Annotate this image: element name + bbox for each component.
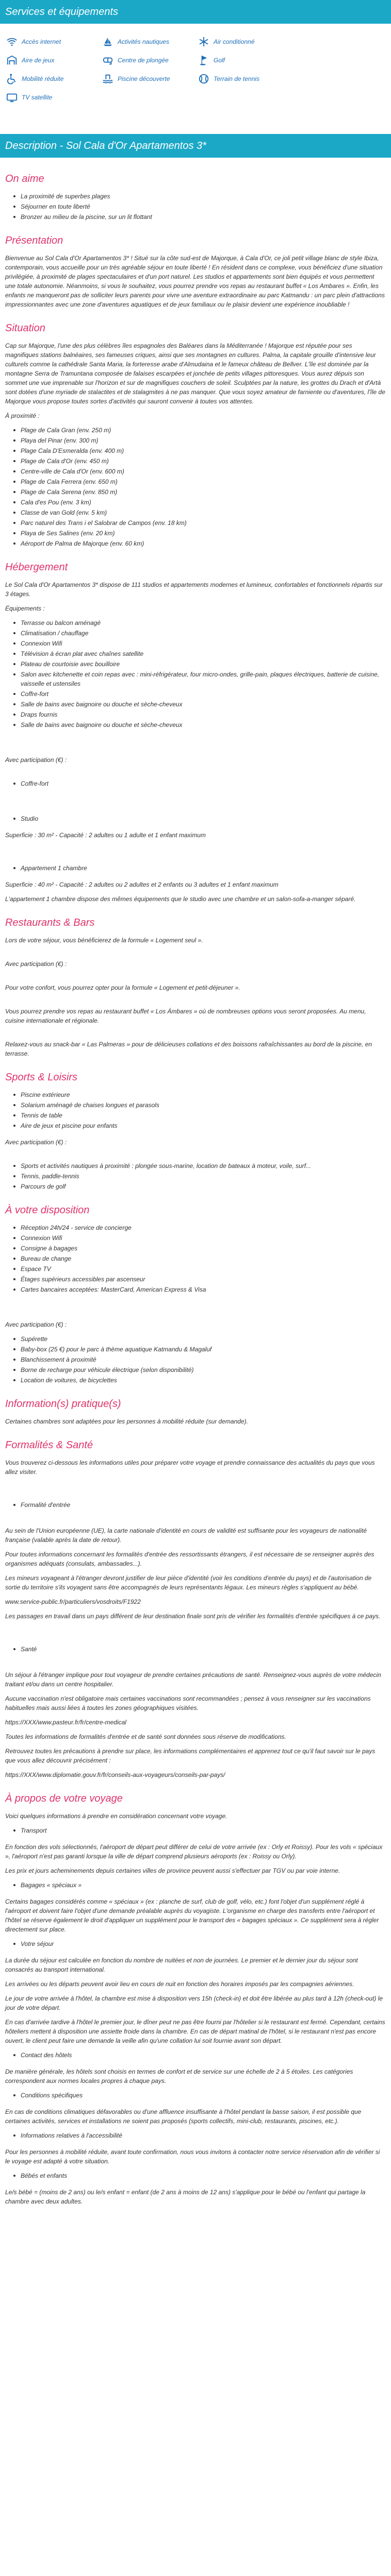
spacer xyxy=(5,1661,386,1670)
situation-title: Situation xyxy=(5,323,45,334)
list-item: Plage Cala D'Esmeralda (env. 400 m) xyxy=(5,446,386,455)
formalites-p3: Pour toutes informations concernant les formalités d'entrée des ressortissants étrangers, il est nécessaire de se renseigner auprès des organismes adéquats (consulats, ambassades...). xyxy=(5,1551,374,1567)
list-item: Salle de bains avec baignoire ou douche et sèche-cheveux xyxy=(5,720,386,730)
propos-p9: De manière générale, les hôtels sont choisis en termes de confort et de service sur une échelle de 2 à 5 étoiles. Les catégories correspondent aux normes locales propres à chaque pays. xyxy=(5,2068,353,2084)
list-item: Santé xyxy=(5,1645,386,1654)
propos-p4: Certains bagages considérés comme « spéciaux » (ex : planche de surf, club de golf, vélo, etc.) font l'objet d'un supplément réglé à l'aéroport et doivent faire l'objet d'une demande préalable auprès du voyagiste. L'organisme en charge des transferts entre l'aéroport et l'hôtel se réserve également le droit d'appliquer un supplément pour le transport des « bagages spéciaux ». Ce supplément sera à régler directement sur place. xyxy=(5,1898,379,1933)
list-item: Aéroport de Palma de Majorque (env. 60 km) xyxy=(5,539,386,548)
formalites-sante-list xyxy=(5,1645,386,1654)
spacer xyxy=(5,950,386,959)
amenity-mobility xyxy=(6,73,97,84)
list-item: Solarium aménagé de chaises longues et parasols xyxy=(5,1100,386,1110)
list-item: Plage de Cala d'Or (env. 450 m) xyxy=(5,456,386,466)
propos-p10: En cas de conditions climatiques défavorables ou d'une affluence insuffisante à l'hôtel pendant la basse saison, il est possible que certaines activités, services et installations ne soient pas proposés (sports collectifs, mini-club, restaurants, piscines, etc.). xyxy=(5,2108,362,2125)
appartement-text: Superficie : 40 m² - Capacité : 2 adultes ou 2 adultes et 2 enfants ou 3 adultes et 1 enfant maximum xyxy=(5,881,279,888)
hebergement-text: Le Sol Cala d'Or Apartamentos 3* dispose de 111 studios et appartements modernes et lumineux, confortables et fonctionnels répartis sur 3 étages. xyxy=(5,581,383,598)
amenity-playground xyxy=(6,55,97,66)
restaurants-title: Restaurants & Bars xyxy=(5,917,95,928)
spacer xyxy=(5,737,386,755)
list-item: Centre-ville de Cala d'Or (env. 600 m) xyxy=(5,467,386,476)
list-item: Cala d'es Pou (env. 3 km) xyxy=(5,498,386,507)
spacer xyxy=(5,795,386,814)
list-item: Bronzer au milieu de la piscine, sur un lit flottant xyxy=(5,212,386,222)
appartement-title: Appartement 1 chambre xyxy=(5,863,386,873)
list-item: Bébés et enfants xyxy=(5,2171,386,2180)
situation-text: Cap sur Majorque, l'une des plus célèbres îles espagnoles des Baléares dans la Méditerranée ! Majorque est réputée pour ses magnifiques stations balnéaires, ses fameuses criques, ainsi que ses montagnes en cultures. Palma, la capitale grouille d'intensive leur culturels comme la cathédrale Santa Maria, la forteresse arabe d'Almudaina et le fameux château de Bellver. L'île est dominée par la montagne Serra de Tramuntana composée de falaises escarpées et jonchée de petits villages pittoresques. Vous aurez dépuis son sommet une vue imprenable sur l'horizon et sur de magnifiques couchers de soleil. Sculptées par la nature, les grottes du Drach et d'Artà sont dotées d'une myriade de stalactites et de stalagmites à ne pas manquer. Que vous soyez amateur de farniente ou d'aventures, l'île de Majorque vous propose toutes sortes d'activités qui sauront convenir à toutes vos attentes. xyxy=(5,342,385,405)
amenity-label: Centre de plongée xyxy=(118,57,169,64)
propos-p5: La durée du séjour est calculée en fonction du nombre de nuitées et non de journées. Le premier et le dernier jour du séjour sont consacrés au transport international. xyxy=(5,1957,358,1973)
tennis-icon xyxy=(198,73,209,84)
list-item: Plage de Cala Serena (env. 850 m) xyxy=(5,487,386,497)
spacer xyxy=(5,1030,386,1040)
list-item: Aire de jeux et piscine pour enfants xyxy=(5,1121,386,1130)
list-item: Blanchissement à proximité xyxy=(5,1355,386,1364)
studio-list xyxy=(5,814,386,823)
list-item: Borne de recharge pour véhicule électrique (selon disponibilité) xyxy=(5,1365,386,1375)
formalites-entree-list xyxy=(5,1500,386,1510)
propos-p12: Le/s bébé = (moins de 2 ans) ou le/s enfant = enfant (de 2 ans à moins de 12 ans) s'applique pour le bébé ou l'enfant qui partage la chambre avec deux adultes. xyxy=(5,2189,366,2205)
propos-conditions-list xyxy=(5,2091,386,2100)
list-item: Réception 24h/24 - service de concierge xyxy=(5,1223,386,1232)
propos-p7: Le jour de votre arrivée à l'hôtel, la chambre est mise à disposition vers 15h (check-in) et doit être libérée au plus tard à 12h (check-out) le jour de votre départ. xyxy=(5,1995,383,2011)
wheelchair-icon xyxy=(6,73,18,84)
list-item: La proximité de superbes plages xyxy=(5,192,386,201)
propos-bebes-list xyxy=(5,2171,386,2180)
list-item: Espace TV xyxy=(5,1264,386,1274)
hebergement-title: Hébergement xyxy=(5,562,68,573)
avec-participation-label: Avec participation (€) : xyxy=(5,756,67,764)
formalites-p4: Les mineurs voyageant à l'étranger devront justifier de leur pièce d'identité (voir les conditions d'entrée du pays) et de l'autorisation de sortie du territoire s'ils voyagent sans être accompagnés de leurs représentants légaux. Les mineurs règles s'appliquent au bébé. xyxy=(5,1574,372,1591)
list-item: Supérette xyxy=(5,1334,386,1344)
formalites-p11: Retrouvez toutes les précautions à prendre sur place, les informations complémentaires et apprenez tout ce qu'il faut savoir sur le pays que vous allez découvrir précisément : xyxy=(5,1748,376,1764)
sports-payant-list xyxy=(5,1161,386,1191)
list-item: Contact des hôtels xyxy=(5,2050,386,2060)
disposition-list xyxy=(5,1223,386,1294)
hebergement-payant-list xyxy=(5,779,386,788)
list-item: Transport xyxy=(5,1826,386,1835)
list-item: Parc naturel des Trans i el Salobrar de Campos (env. 18 km) xyxy=(5,518,386,528)
grid-spacer xyxy=(294,73,385,84)
list-item: Coffre-fort xyxy=(5,689,386,699)
list-item: Tennis de table xyxy=(5,1111,386,1120)
list-item: Salon avec kitchenette et coin repas avec : mini-réfrigérateur, four micro-ondes, grille-pain, plaques électriques, batterie de cuisine, vaisselle et ustensiles xyxy=(5,670,386,688)
grid-spacer xyxy=(294,55,385,66)
propos-sejour-list xyxy=(5,1939,386,1948)
formalites-p1: Vous trouverez ci-dessous les informations utiles pour préparer votre voyage et prendre connaissance des actualités du pays que vous allez visiter. xyxy=(5,1459,375,1476)
propos-title: À propos de votre voyage xyxy=(5,1793,123,1804)
restaurants-p2: Vous pourrez prendre vos repas au restaurant buffet « Los Ámbares » où de nombreuses options vous seront proposées. Au menu, cuisine internationale et régionale. xyxy=(5,1008,366,1024)
list-item: Terrasse ou balcon aménagé xyxy=(5,618,386,628)
spacer xyxy=(5,1517,386,1526)
propos-transport-list xyxy=(5,1826,386,1835)
propos-p3: Les prix et jours acheminements depuis certaines villes de province peuvent aussi s'effectuer par TGV ou par voie interne. xyxy=(5,1867,340,1874)
equipements-list xyxy=(5,618,386,730)
amenity-diving xyxy=(102,55,193,66)
list-item: Formalité d'entrée xyxy=(5,1500,386,1510)
services-header: Services et équipements xyxy=(0,0,391,24)
formalites-p8: Aucune vaccination n'est obligatoire mais certaines vaccinations sont recommandées ; pensez à vous renseigner sur les vaccinations habituelles mais aussi liées à toutes les zones géographiques visitées. xyxy=(5,1695,371,1711)
description-content xyxy=(0,158,391,2232)
golf-icon xyxy=(198,55,209,66)
propos-p2: En fonction des vols sélectionnés, l'aéroport de départ peut différer de celui de votre arrivée (ex : Orly et Roissy). Pour les vols « spéciaux », l'aéroport n'est pas garanti lorsque la ville de départ comprend plusieurs aéroports (ex : Roissy ou Orly). xyxy=(5,1843,383,1860)
amenity-label: Air conditionné xyxy=(214,38,255,45)
list-item: Télévision à écran plat avec chaînes satellite xyxy=(5,649,386,658)
list-item: Sports et activités nautiques à proximité : plongée sous-marine, location de bateaux à moteur, voile, surf... xyxy=(5,1161,386,1171)
formalites-p9[interactable]: https://XXX/www.pasteur.fr/fr/centre-medical xyxy=(5,1719,126,1726)
playground-icon xyxy=(6,55,18,66)
description-header: Description - Sol Cala d'Or Apartamentos 3* xyxy=(0,134,391,158)
restaurants-p1: Pour votre confort, vous pourrez opter pour la formule « Logement et petit-déjeuner ». xyxy=(5,984,240,991)
list-item: Playa de Ses Salines (env. 20 km) xyxy=(5,529,386,538)
propos-accessibilite-list xyxy=(5,2131,386,2140)
list-item: Plateau de courtoisie avec bouilloire xyxy=(5,659,386,669)
amenity-tv xyxy=(6,92,97,103)
list-item: Location de voitures, de bicyclettes xyxy=(5,1376,386,1385)
disposition-title: À votre disposition xyxy=(5,1205,90,1216)
disposition-payant-list xyxy=(5,1334,386,1385)
propos-p11: Pour les personnes à mobilité réduite, avant toute confirmation, nous vous invitons à contacter notre service réservation afin de vérifier si le voyage est adapté à votre situation. xyxy=(5,2148,380,2165)
studio-title: Studio xyxy=(5,814,386,823)
list-item: Playa del Pinar (env. 300 m) xyxy=(5,436,386,445)
restaurants-p3: Relaxez-vous au snack-bar « Las Palmeras » pour de délicieuses collations et des boissons rafraîchissantes au bord de la piscine, en terrasse. xyxy=(5,1041,372,1057)
formalites-p6: Les passages en travail dans un pays différent de leur destination finale sont pris de vérifier les formalités d'entrée spécifiques à ce pays. xyxy=(5,1613,381,1620)
amenity-label: Aire de jeux xyxy=(22,57,55,64)
formalites-p2: Au sein de l'Union européenne (UE), la carte nationale d'identité en cours de validité est suffisante pour les voyageurs de nationalité française (valable après la date de retour). xyxy=(5,1527,367,1544)
onaime-list xyxy=(5,192,386,222)
amenity-label: Piscine découverte xyxy=(118,75,170,82)
formalites-title: Formalités & Santé xyxy=(5,1439,93,1451)
list-item: Baby-box (25 €) pour le parc à thème aquatique Katmandu & Magaluf xyxy=(5,1345,386,1354)
list-item: Bagages « spéciaux » xyxy=(5,1880,386,1890)
formalites-p12[interactable]: https://XXX/www.diplomatie.gouv.fr/fr/conseils-aux-voyageurs/conseils-par-pays/ xyxy=(5,1771,225,1778)
infos-text: Certaines chambres sont adaptées pour les personnes à mobilité réduite (sur demande). xyxy=(5,1418,248,1425)
spacer xyxy=(5,974,386,983)
amenity-label: Mobilité réduite xyxy=(22,75,64,82)
appartement-list xyxy=(5,863,386,873)
avec-participation-label: Avec participation (€) : xyxy=(5,1321,67,1328)
list-item: Coffre-fort xyxy=(5,779,386,788)
amenity-label: Golf xyxy=(214,57,225,64)
proximite-list xyxy=(5,426,386,548)
air-conditioning-icon xyxy=(198,36,209,47)
list-item: Plage de Cala Ferrera (env. 650 m) xyxy=(5,477,386,486)
grid-spacer xyxy=(294,36,385,47)
list-item: Étages supérieurs accessibles par ascenseur xyxy=(5,1275,386,1284)
propos-bagages-list xyxy=(5,1880,386,1890)
amenity-ac xyxy=(198,36,289,47)
amenity-label: Terrain de tennis xyxy=(214,75,259,82)
infos-title: Information(s) pratique(s) xyxy=(5,1398,121,1410)
restaurants-intro: Lors de votre séjour, vous bénéficierez de la formule « Logement seul ». xyxy=(5,937,203,944)
list-item: Draps fournis xyxy=(5,710,386,719)
list-item: Parcours de golf xyxy=(5,1182,386,1191)
list-item: Connexion Wifi xyxy=(5,639,386,648)
formalites-p10: Toutes les informations de formalités d'entrée et de santé sont données sous réserve de modifications. xyxy=(5,1733,286,1740)
amenity-label: Activités nautiques xyxy=(118,38,170,45)
spacer xyxy=(5,770,386,779)
list-item: Climatisation / chauffage xyxy=(5,629,386,638)
presentation-text: Bienvenue au Sol Cala d'Or Apartamentos 3* ! Situé sur la côte sud-est de Majorque, à Cala d'Or, ce joli petit village blanc de style Ibiza, contemporain, vous accueille pour un très agréable séjour en toute liberté ! En résident dans ce complexe, vous bénéficiez d'une situation privilégiée, à proximité de plages spectaculaires et d'un port naturel. Les studios et appartements sont bien équipés et vous permettent une totale autonomie. Néanmoins, si vous le souhaitez, vous pourrez prendre vos repas au restaurant buffet « Los Ambares ». Enfin, les enfants ne manqueront pas de solliciter leurs parents pour vivre une aventure extraordinaire au parc Katmandu : un parc plein d'attractions impressionnantes avec une zone d'aventures aquatiques et de jeux familiaux ou le plaisir devient une expérience inoubliable ! xyxy=(5,255,385,308)
equipements-label: Équipements : xyxy=(5,605,45,612)
list-item: Séjourner en toute liberté xyxy=(5,202,386,211)
list-item: Conditions spécifiques xyxy=(5,2091,386,2100)
presentation-title: Présentation xyxy=(5,235,63,246)
propos-p1: Voici quelques informations à prendre en considération concernant votre voyage. xyxy=(5,1812,227,1820)
amenity-golf xyxy=(198,55,289,66)
sports-title: Sports & Loisirs xyxy=(5,1072,78,1083)
list-item: Informations relatives à l'accessibilité xyxy=(5,2131,386,2140)
propos-p8: En cas d'arrivée tardive à l'hôtel le premier jour, le dîner peut ne pas être fourni par l'hôtelier si le restaurant est fermé. Cependant, certains hôteliers mettent à disposition une assiette froide dans la chambre. En cas de départ matinal de l'hôtel, si le restaurant n'est pas encore ouvert, le client peut faire une demande la veille afin qu'une collation lui soit fournie avant son départ. xyxy=(5,2019,385,2044)
spacer xyxy=(5,1482,386,1500)
list-item: Cartes bancaires acceptées: MasterCard, American Express & Visa xyxy=(5,1285,386,1294)
spacer xyxy=(5,1152,386,1161)
studio-text: Superficie : 30 m² - Capacité : 2 adultes ou 1 adulte et 1 enfant maximum xyxy=(5,832,206,839)
amenity-tennis xyxy=(198,73,289,84)
propos-contact-list xyxy=(5,2050,386,2060)
proximite-label: À proximité : xyxy=(5,412,40,419)
spacer xyxy=(5,845,386,863)
amenity-label: TV satellite xyxy=(22,94,53,101)
propos-p6: Les arrivées ou les départs peuvent avoir lieu en cours de nuit en fonction des horaires imposés par les compagnies aériennes. xyxy=(5,1980,354,1988)
list-item: Classe de van Gold (env. 5 km) xyxy=(5,508,386,517)
wifi-icon xyxy=(6,36,18,47)
appartement-note: L'appartement 1 chambre dispose des mêmes équipements que le studio avec une chambre et un salon-sofa-a-manger séparé. xyxy=(5,895,356,903)
spacer xyxy=(5,1301,386,1320)
list-item: Plage de Cala Gran (env. 250 m) xyxy=(5,426,386,435)
sports-list xyxy=(5,1090,386,1130)
spacer xyxy=(5,997,386,1007)
amenity-internet xyxy=(6,36,97,47)
amenities-grid xyxy=(0,24,391,115)
avec-participation-label: Avec participation (€) : xyxy=(5,960,67,968)
list-item: Salle de bains avec baignoire ou douche et sèche-cheveux xyxy=(5,700,386,709)
formalites-p7: Un séjour à l'étranger implique pour tout voyageur de prendre certaines précautions de santé. Renseignez-vous auprès de votre médecin traitant et/ou dans un centre hospitalier. xyxy=(5,1671,381,1688)
list-item: Votre séjour xyxy=(5,1939,386,1948)
satellite-tv-icon xyxy=(6,92,18,103)
amenity-pool xyxy=(102,73,193,84)
spacer xyxy=(5,1626,386,1645)
list-item: Consigne à bagages xyxy=(5,1244,386,1253)
avec-participation-label: Avec participation (€) : xyxy=(5,1139,67,1146)
list-item: Bureau de change xyxy=(5,1254,386,1263)
onaime-title: On aime xyxy=(5,173,44,184)
formalites-p5[interactable]: www.service-public.fr/particuliers/vosdroits/F1922 xyxy=(5,1598,141,1605)
pool-icon xyxy=(102,73,113,84)
list-item: Tennis, paddle-tennis xyxy=(5,1172,386,1181)
sailboat-icon xyxy=(102,36,113,47)
amenity-nautical xyxy=(102,36,193,47)
list-item: Piscine extérieure xyxy=(5,1090,386,1099)
list-item: Connexion Wifi xyxy=(5,1233,386,1243)
amenity-label: Accès internet xyxy=(22,38,61,45)
diving-icon xyxy=(102,55,113,66)
